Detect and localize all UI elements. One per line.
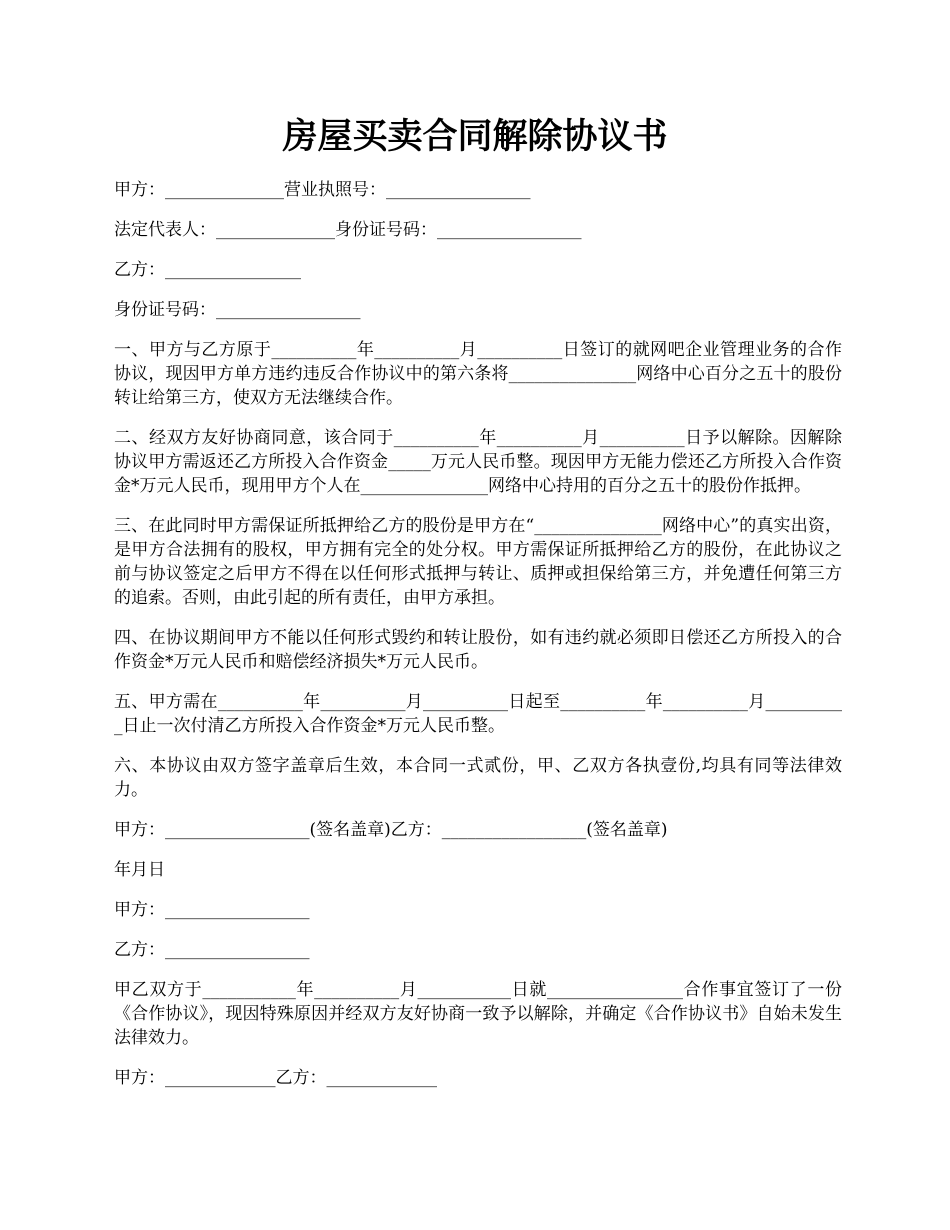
signature-line: 甲方：_________________(签名盖章)乙方：_________________(签名盖章) [114,820,668,840]
clause-4: 四、在协议期间甲方不能以任何形式毁约和转让股份，如有违约就必须即日偿还乙方所投入的合作资金*万元人民币和赔偿经济损失*万元人民币。 [114,628,842,672]
clause-2: 二、经双方友好协商同意，该合同于__________年__________月__________日予以解除。因解除协议甲方需返还乙方所投入合作资金_____万元人民币整。现因甲方无能力偿还乙方所投入合作资金*万元人民币，现用甲方个人在_______________网络中心持用的百分之五十的股份作抵押。 [114,428,842,496]
clause-6: 六、本协议由双方签字盖章后生效，本合同一式贰份，甲、乙双方各执壹份,均具有同等法律效力。 [114,756,842,800]
party-a-line: 甲方：______________营业执照号：_________________ [114,180,531,200]
party-b-line: 乙方：________________ [114,260,301,280]
document-body [114,178,842,1106]
termination-statement: 甲乙双方于___________年__________月___________日就________________合作事宜签订了一份《合作协议》，现因特殊原因并经双方友好协商一致予以解除，并确定《合作协议书》自始未发生法律效力。 [114,980,842,1048]
clause-1: 一、甲方与乙方原于__________年__________月__________日签订的就网吧企业管理业务的合作协议，现因甲方单方违约违反合作协议中的第六条将_______________网络中心百分之五十的股份转让给第三方，使双方无法继续合作。 [114,340,842,408]
party-a-sign-line: 甲方：_________________ [114,900,310,920]
id-number-line: 身份证号码：_________________ [114,300,361,320]
final-signature-line: 甲方：_____________乙方：_____________ [114,1068,437,1088]
clause-5: 五、甲方需在__________年__________月__________日起至__________年__________月__________日止一次付清乙方所投入合作资金*万元人民币整。 [114,692,842,736]
party-b-sign-line: 乙方：_________________ [114,940,310,960]
date-line: 年月日 [114,860,165,880]
legal-representative-line: 法定代表人：______________身份证号码：_________________ [114,220,582,240]
document-title: 房屋买卖合同解除协议书 [282,116,668,157]
clause-3: 三、在此同时甲方需保证所抵押给乙方的股份是甲方在“_______________网络中心”的真实出资，是甲方合法拥有的股权，甲方拥有完全的处分权。甲方需保证所抵押给乙方的股份，在此协议之前与协议签定之后甲方不得在以任何形式抵押与转让、质押或担保给第三方，并免遭任何第三方的追索。否则，由此引起的所有责任，由甲方承担。 [114,516,842,608]
